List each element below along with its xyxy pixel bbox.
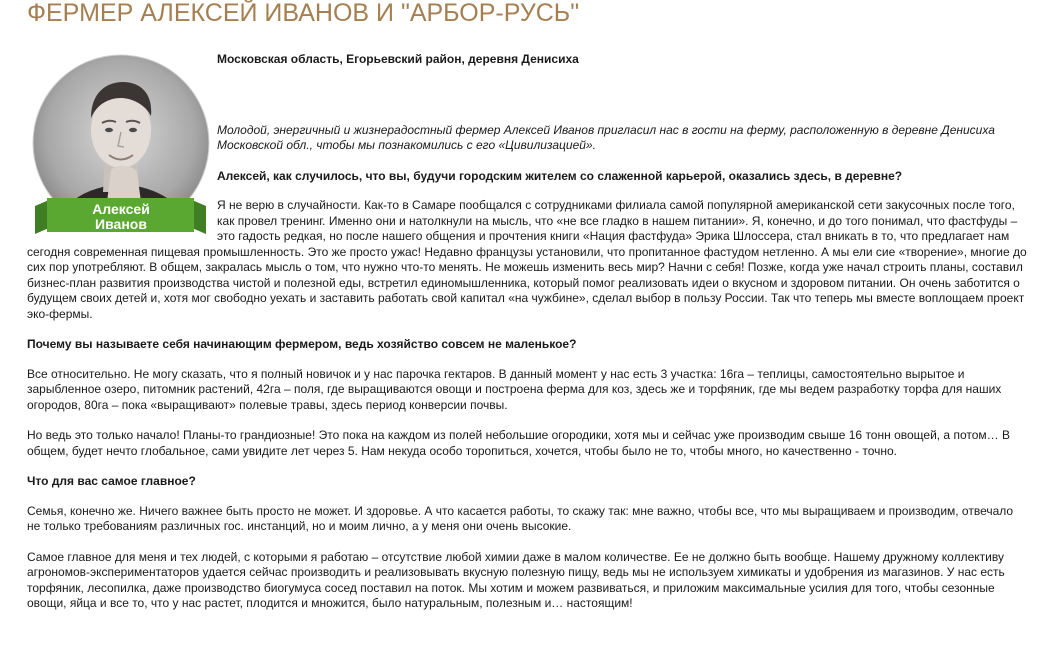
answer-3-paragraph-2: Самое главное для меня и тех людей, с которыми я работаю – отсутствие любой химии даже в малом количестве. Ее не должно быть вообще. Нашему дружному коллективу агрономов-экспериментаторов удается сейчас производить и реализовывать вкусную полезную пищу, ведь мы не используем химикаты и удобрения из магазинов. У нас есть торфяник, лесопилка, даже производство биогумуса сосед поставил на поток. Мы хотим и можем развиваться, и приложим максимальные усилия для того, чтобы сезонные овощи, яйца и все то, что у нас растет, плодится и множится, было натуральным, полезным и… настоящим! bbox=[27, 549, 1005, 610]
page-title: ФЕРМЕР АЛЕКСЕЙ ИВАНОВ И "АРБОР-РУСЬ" bbox=[27, 0, 580, 27]
ribbon-first-name: Алексей bbox=[92, 201, 150, 217]
question-3: Что для вас самое главное? bbox=[27, 474, 196, 488]
question-1: Алексей, как случилось, что вы, будучи городским жителем со слаженной карьерой, оказались здесь, в деревне? bbox=[217, 168, 903, 183]
intro-paragraph: Молодой, энергичный и жизнерадостный фермер Алексей Иванов пригласил нас в гости на ферму, расположенную в деревне Денисиха Московской обл., чтобы мы познакомились с его «Цивилизацией». bbox=[217, 122, 995, 152]
location-text: Московская область, Егорьевский район, деревня Денисиха bbox=[217, 52, 579, 66]
ribbon-last-name: Иванов bbox=[95, 216, 147, 232]
ribbon-fold-right bbox=[192, 200, 206, 234]
answer-3-paragraph-1: Семья, конечно же. Ничего важнее быть просто не может. И здоровье. А что касается работы, то скажу так: мне важно, чтобы все, что мы выращиваем и производим, отвечало не только требованиям различных гос. инстанций, но и моим лично, а у меня они очень высокие. bbox=[27, 503, 1014, 533]
answer-1-paragraph-1: Я не верю в случайности. Как-то в Самаре пообщался с сотрудниками филиала самой популярной американской сети закусочных после того, как провел тренинг. Именно они и натолкнули на мысль, что «не все гладко в нашем питании». Я, конечно, и до того понимал, что фастфуды – это гадость редкая, но после нашего общения и прочтения книги «Нация фастфуда» Эрика Шлоссера, стал вникать в то, что предлагает нам сегодня современная пищевая промышленность. Это же просто ужас! Недавно французы установили, что пропитанное фастудом нетленно. А мы ели сие «творение», многие до сих пор употребляют. В общем, закралась мысль о том, что нужно что-то менять. Не можешь изменить весь мир? Начни с себя! Позже, когда уже начал строить планы, составил бизнес-план развития производства чистой и полезной еды, встретил единомышленника, который помог реализовать идеи о вкусном и здоровом питании. Он очень заботится о будущем своих детей и, хотя мог свободно уехать и заставить работать свой капитал «на чужбине», сделал выбор в пользу России. Так что теперь мы вместе воплощаем проект эко-фермы. bbox=[27, 198, 1027, 321]
answer-2-paragraph-1: Все относительно. Не могу сказать, что я полный новичок и у нас парочка гектаров. В данный момент у нас есть 3 участка: 16га – теплицы, самостоятельно вырытое и зарыбленное озеро, питомник растений, 42га – поля, где выращиваются овощи и построена ферма для коз, здесь же и торфяник, где мы ведем разработку торфа для наших огородов, 80га – пока «выращивают» полевые травы, здесь период конверсии почвы. bbox=[27, 366, 1002, 412]
question-2: Почему вы называете себя начинающим фермером, ведь хозяйство совсем не маленькое? bbox=[27, 337, 577, 351]
portrait-graphic bbox=[27, 52, 214, 242]
answer-2-paragraph-2: Но ведь это только начало! Планы-то грандиозные! Это пока на каждом из полей небольшие огородики, хотя мы и сейчас уже производим свыше 16 тонн овощей, а потом… В общем, будет нечто глобальное, сами увидите лет через 5. Нам некуда особо торопиться, хочется, чтобы было не то, чтобы много, но качественно - точно. bbox=[27, 428, 1010, 458]
ribbon-fold-left bbox=[35, 200, 49, 234]
portrait-image bbox=[27, 52, 214, 242]
article bbox=[27, 52, 1027, 627]
